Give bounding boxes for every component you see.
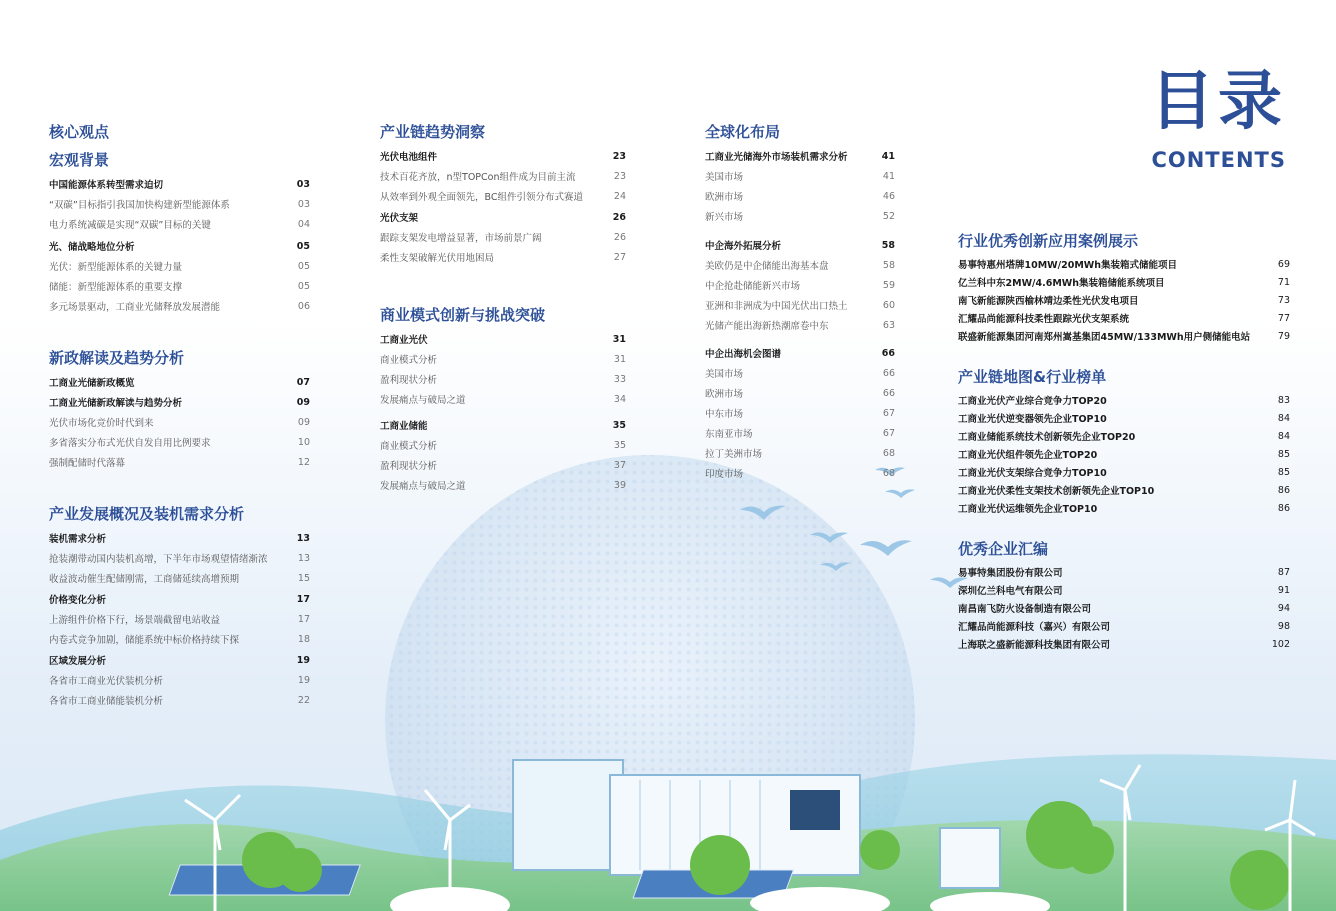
toc-entry[interactable]: 汇耀品尚能源科技（嘉兴）有限公司 98 bbox=[958, 620, 1290, 633]
toc-entry[interactable]: 中企海外拓展分析 58 bbox=[705, 239, 895, 252]
toc-entry[interactable]: 亚洲和非洲成为中国光伏出口热土 60 bbox=[705, 299, 895, 312]
toc-entry[interactable]: 南飞新能源陕西榆林靖边柔性光伏发电项目 73 bbox=[958, 294, 1290, 307]
toc-entry[interactable]: “双碳”目标指引我国加快构建新型能源体系 03 bbox=[49, 198, 310, 211]
toc-entry[interactable]: 美国市场 41 bbox=[705, 170, 895, 183]
toc-column-4 bbox=[958, 229, 1290, 653]
toc-entry[interactable]: 光伏市场化竞价时代到来 09 bbox=[49, 416, 310, 429]
section-title[interactable]: 产业链趋势洞察 bbox=[380, 123, 486, 141]
toc-entry[interactable]: 工商业光储新政解读与趋势分析 09 bbox=[49, 396, 310, 409]
toc-entry[interactable]: 跟踪支架发电增益显著，市场前景广阔 26 bbox=[380, 231, 626, 244]
toc-entry[interactable]: 工商业储能 35 bbox=[380, 419, 626, 432]
toc-entry[interactable]: 强制配储时代落幕 12 bbox=[49, 456, 310, 469]
section-title[interactable]: 行业优秀创新应用案例展示 bbox=[958, 232, 1139, 250]
toc-column-2 bbox=[380, 120, 626, 495]
toc-entry[interactable]: 欧洲市场 46 bbox=[705, 190, 895, 203]
toc-entry[interactable]: 收益波动催生配储刚需，工商储延续高增预期 15 bbox=[49, 572, 310, 585]
section-title[interactable]: 核心观点 bbox=[49, 123, 110, 141]
section-title[interactable]: 优秀企业汇编 bbox=[958, 540, 1049, 558]
toc-entry[interactable]: 装机需求分析 13 bbox=[49, 532, 310, 545]
toc-entry[interactable]: 商业模式分析 31 bbox=[380, 353, 626, 366]
toc-entry[interactable]: 发展痛点与破局之道 34 bbox=[380, 393, 626, 406]
toc-entry[interactable]: 工商业光伏柔性支架技术创新领先企业TOP10 86 bbox=[958, 484, 1290, 497]
toc-entry[interactable]: 光、储战略地位分析 05 bbox=[49, 240, 310, 253]
toc-entry[interactable]: 盈利现状分析 33 bbox=[380, 373, 626, 386]
toc-entry[interactable]: 区域发展分析 19 bbox=[49, 654, 310, 667]
toc-entry[interactable]: 工商业光伏逆变器领先企业TOP10 84 bbox=[958, 412, 1290, 425]
toc-entry[interactable]: 柔性支架破解光伏用地困局 27 bbox=[380, 251, 626, 264]
toc-entry[interactable]: 上海联之盛新能源科技集团有限公司 102 bbox=[958, 638, 1290, 651]
page-title: 目录 bbox=[1150, 65, 1286, 139]
toc-entry[interactable]: 联盛新能源集团河南郑州嵩基集团45MW/133MWh用户侧储能电站 79 bbox=[958, 330, 1290, 343]
toc-entry[interactable]: 抢装潮带动国内装机高增，下半年市场观望情绪渐浓 13 bbox=[49, 552, 310, 565]
section-title[interactable]: 全球化布局 bbox=[705, 123, 781, 141]
section-title[interactable]: 新政解读及趋势分析 bbox=[49, 349, 185, 367]
toc-entry[interactable]: 光储产能出海新热潮席卷中东 63 bbox=[705, 319, 895, 332]
toc-entry[interactable]: 多元场景驱动，工商业光储释放发展潜能 06 bbox=[49, 300, 310, 313]
section-title[interactable]: 宏观背景 bbox=[49, 151, 110, 169]
toc-entry[interactable]: 工商业光伏 31 bbox=[380, 333, 626, 346]
toc-entry[interactable]: 南昌南飞防火设备制造有限公司 94 bbox=[958, 602, 1290, 615]
toc-entry[interactable]: 欧洲市场 66 bbox=[705, 387, 895, 400]
toc-entry[interactable]: 中国能源体系转型需求迫切 03 bbox=[49, 178, 310, 191]
toc-entry[interactable]: 中企抢赴储能新兴市场 59 bbox=[705, 279, 895, 292]
toc-entry[interactable]: 易事特惠州塔牌10MW/20MWh集装箱式储能项目 69 bbox=[958, 258, 1290, 271]
toc-entry[interactable]: 印度市场 68 bbox=[705, 467, 895, 480]
toc-entry[interactable]: 商业模式分析 35 bbox=[380, 439, 626, 452]
contents-header bbox=[1150, 62, 1286, 172]
toc-column-3 bbox=[705, 120, 895, 483]
toc-column-1 bbox=[49, 120, 310, 710]
toc-entry[interactable]: 光伏：新型能源体系的关键力量 05 bbox=[49, 260, 310, 273]
toc-entry[interactable]: 各省市工商业储能装机分析 22 bbox=[49, 694, 310, 707]
toc-entry[interactable]: 工商业光伏运维领先企业TOP10 86 bbox=[958, 502, 1290, 515]
toc-entry[interactable]: 汇耀品尚能源科技柔性跟踪光伏支架系统 77 bbox=[958, 312, 1290, 325]
toc-entry[interactable]: 中企出海机会图谱 66 bbox=[705, 347, 895, 360]
toc-entry[interactable]: 新兴市场 52 bbox=[705, 210, 895, 223]
toc-entry[interactable]: 深圳亿兰科电气有限公司 91 bbox=[958, 584, 1290, 597]
toc-entry[interactable]: 工商业光伏产业综合竞争力TOP20 83 bbox=[958, 394, 1290, 407]
toc-entry[interactable]: 电力系统减碳是实现“双碳”目标的关键 04 bbox=[49, 218, 310, 231]
toc-entry[interactable]: 技术百花齐放，n型TOPCon组件成为目前主流 23 bbox=[380, 170, 626, 183]
toc-entry[interactable]: 盈利现状分析 37 bbox=[380, 459, 626, 472]
toc-entry[interactable]: 美国市场 66 bbox=[705, 367, 895, 380]
section-title[interactable]: 产业发展概况及装机需求分析 bbox=[49, 505, 245, 523]
toc-entry[interactable]: 工商业光储海外市场装机需求分析 41 bbox=[705, 150, 895, 163]
toc-entry[interactable]: 中东市场 67 bbox=[705, 407, 895, 420]
toc-entry[interactable]: 光伏电池组件 23 bbox=[380, 150, 626, 163]
toc-entry[interactable]: 储能：新型能源体系的重要支撑 05 bbox=[49, 280, 310, 293]
toc-entry[interactable]: 东南亚市场 67 bbox=[705, 427, 895, 440]
toc-entry[interactable]: 工商业光储新政概览 07 bbox=[49, 376, 310, 389]
toc-entry[interactable]: 内卷式竞争加剧，储能系统中标价格持续下探 18 bbox=[49, 633, 310, 646]
toc-entry[interactable]: 各省市工商业光伏装机分析 19 bbox=[49, 674, 310, 687]
toc-entry[interactable]: 美欧仍是中企储能出海基本盘 58 bbox=[705, 259, 895, 272]
toc-entry[interactable]: 价格变化分析 17 bbox=[49, 593, 310, 606]
toc-entry[interactable]: 亿兰科中东2MW/4.6MWh集装箱储能系统项目 71 bbox=[958, 276, 1290, 289]
toc-entry[interactable]: 工商业储能系统技术创新领先企业TOP20 84 bbox=[958, 430, 1290, 443]
toc-entry[interactable]: 工商业光伏支架综合竞争力TOP10 85 bbox=[958, 466, 1290, 479]
toc-entry[interactable]: 上游组件价格下行，场景端截留电站收益 17 bbox=[49, 613, 310, 626]
toc-entry[interactable]: 拉丁美洲市场 68 bbox=[705, 447, 895, 460]
toc-entry[interactable]: 从效率到外观全面领先，BC组件引领分布式赛道 24 bbox=[380, 190, 626, 203]
toc-entry[interactable]: 多省落实分布式光伏自发自用比例要求 10 bbox=[49, 436, 310, 449]
toc-entry[interactable]: 发展痛点与破局之道 39 bbox=[380, 479, 626, 492]
page-subtitle: CONTENTS bbox=[1151, 148, 1286, 172]
section-title[interactable]: 商业模式创新与挑战突破 bbox=[380, 306, 546, 324]
section-title[interactable]: 产业链地图&行业榜单 bbox=[958, 368, 1107, 386]
toc-entry[interactable]: 易事特集团股份有限公司 87 bbox=[958, 566, 1290, 579]
toc-entry[interactable]: 光伏支架 26 bbox=[380, 211, 626, 224]
toc-entry[interactable]: 工商业光伏组件领先企业TOP20 85 bbox=[958, 448, 1290, 461]
